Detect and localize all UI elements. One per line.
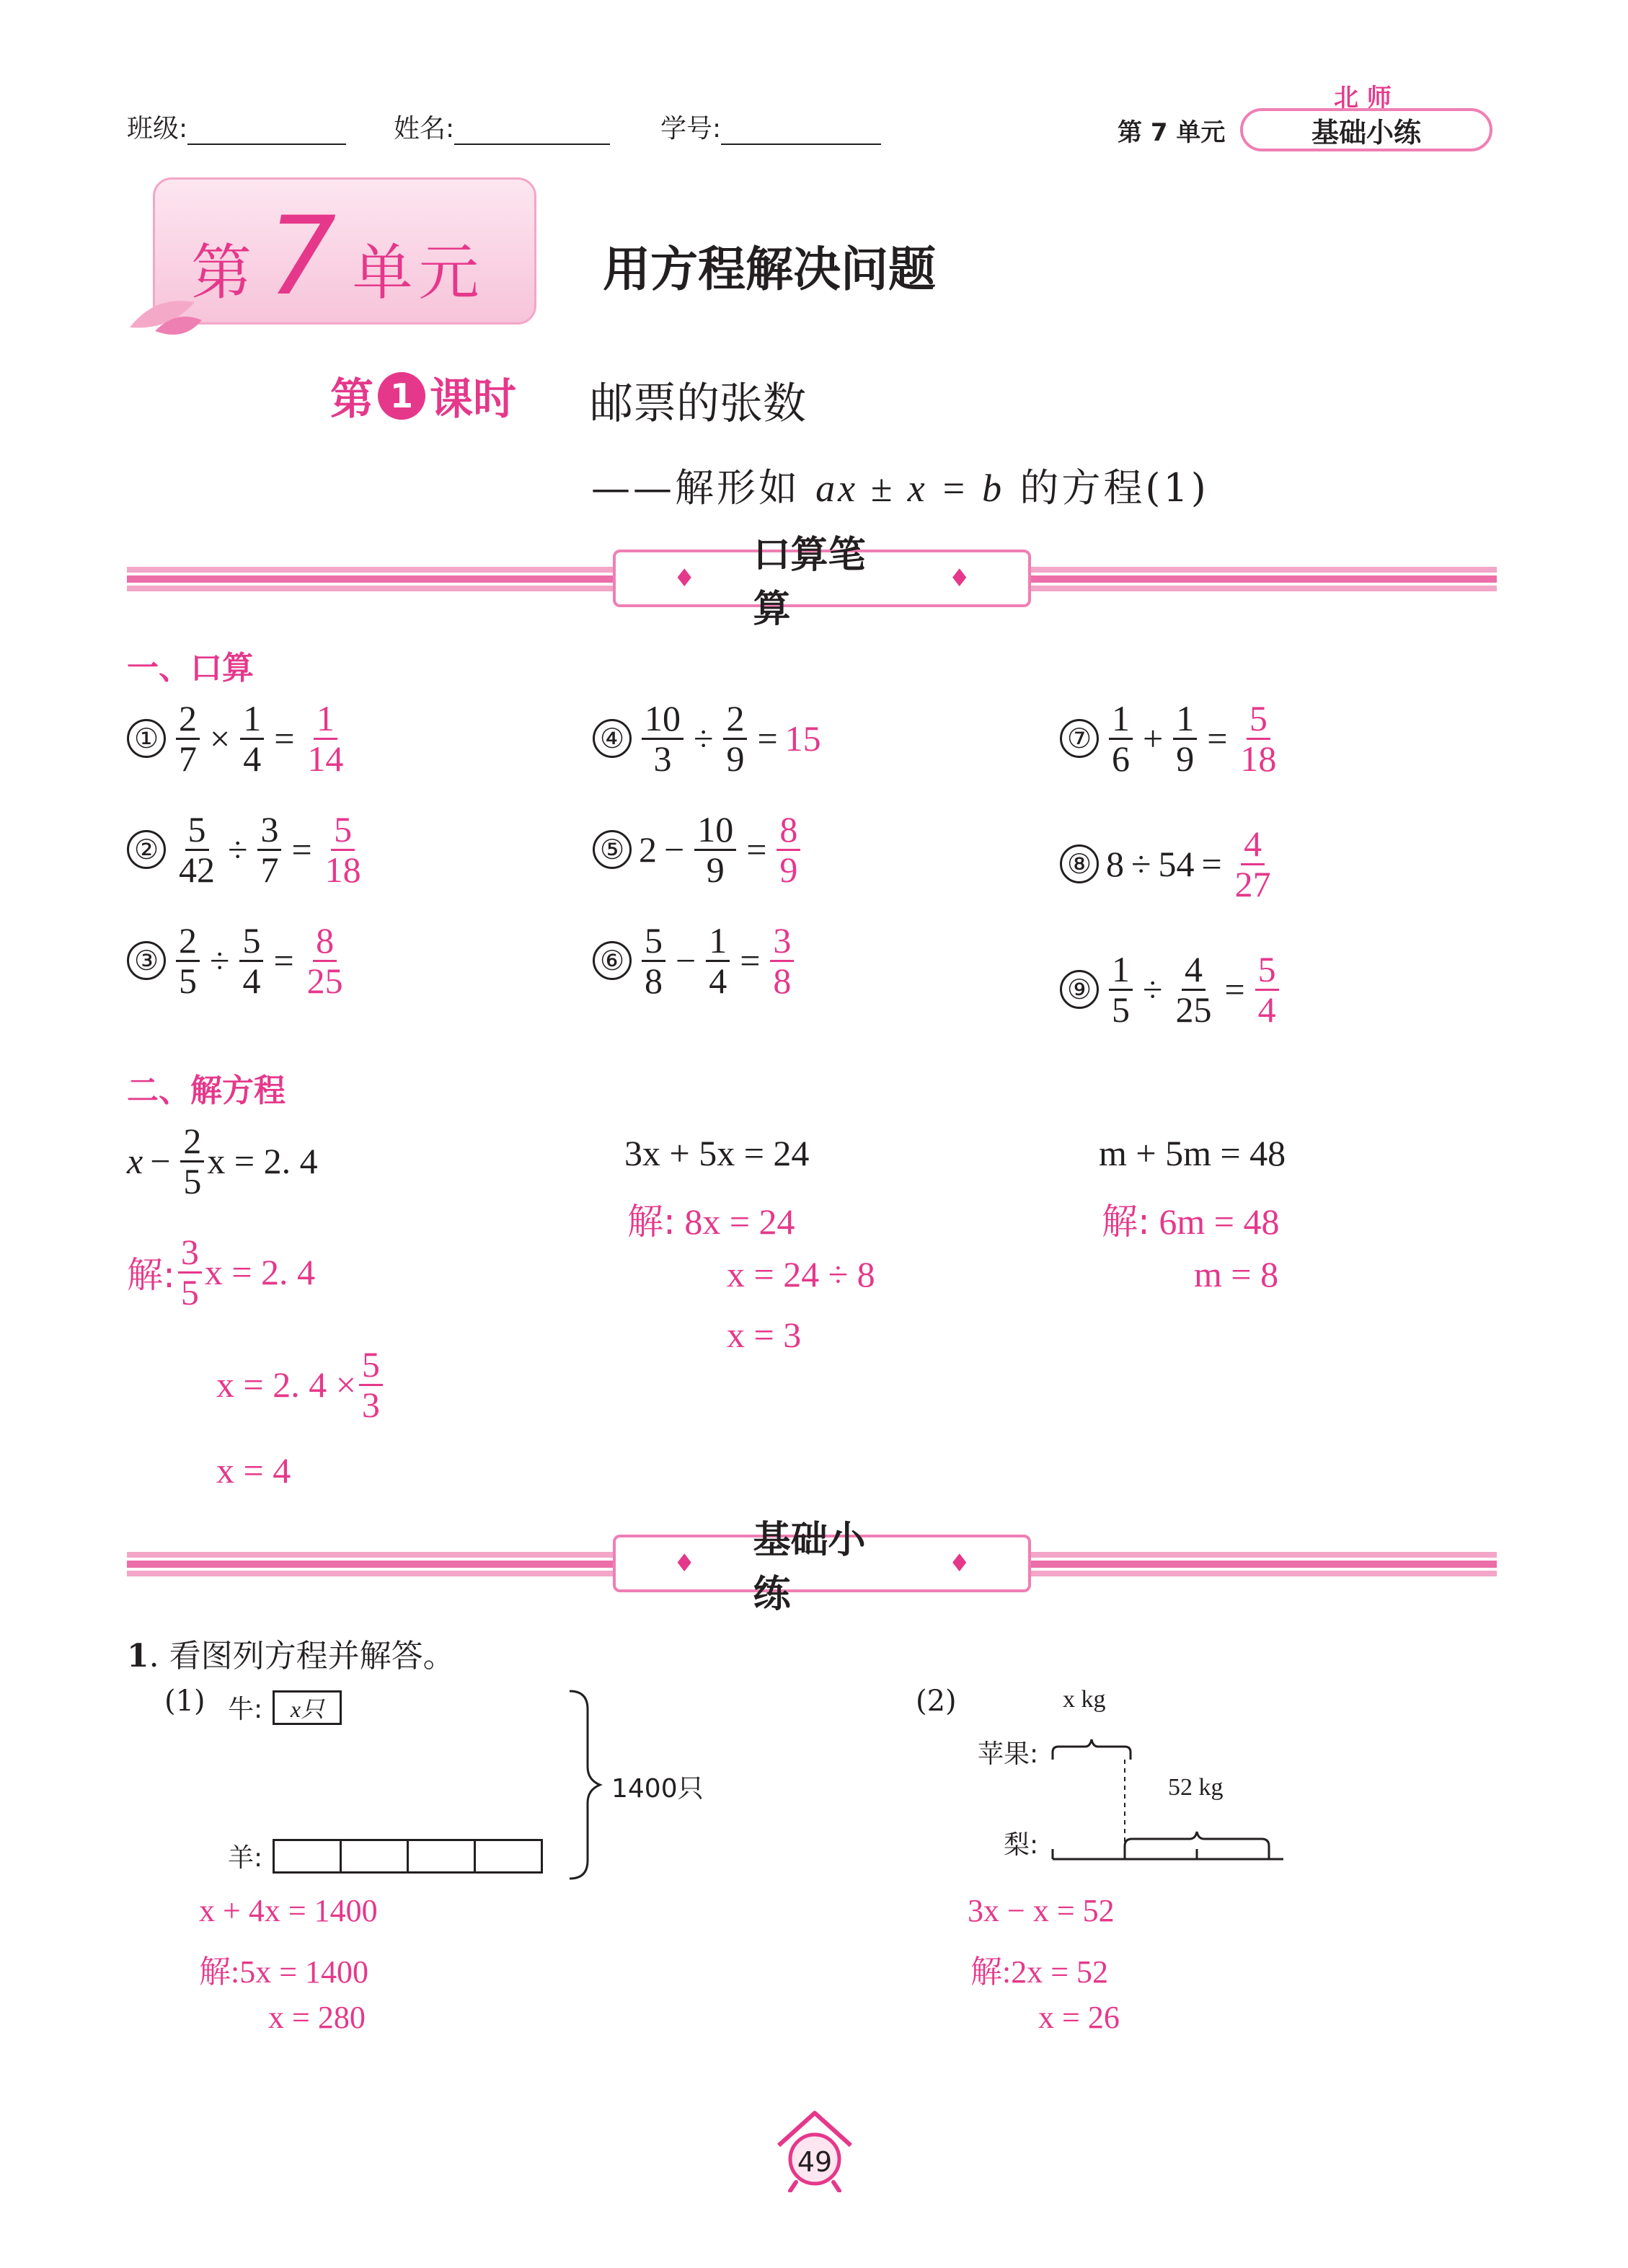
item-number: ③ [127, 941, 166, 980]
answer [770, 922, 794, 1000]
denominator: 5 [1112, 989, 1130, 1030]
item-number: ④ [593, 719, 632, 758]
equation-2: 3x + 5x = 24 [624, 1133, 810, 1173]
denominator: 8 [773, 960, 792, 1001]
total-brace-icon [562, 1687, 606, 1882]
answer [777, 811, 800, 888]
lesson-suffix: 课时 [430, 374, 516, 425]
equation-1-step-1 [127, 1233, 315, 1311]
step-text: 6m = 48 [1159, 1201, 1280, 1242]
diamond-icon: ♦ [673, 564, 696, 593]
denominator: 9 [779, 849, 798, 890]
part2-label-diagram: (2) [916, 1685, 957, 1718]
item-number: ② [127, 830, 166, 869]
name-field [394, 108, 610, 145]
p1-answer-1: x + 4x = 1400 [199, 1893, 378, 1928]
step-text: 8x = 24 [684, 1201, 795, 1242]
sheep-box [340, 1839, 409, 1874]
operator: ÷ [1131, 844, 1151, 884]
item-number: ⑨ [1060, 970, 1099, 1009]
total-label: 1400只 [611, 1774, 704, 1804]
unit-title: 用方程解决问题 [603, 242, 936, 297]
denominator: 27 [1234, 863, 1271, 904]
item-number: ① [127, 719, 166, 758]
equation-3-step-1 [1102, 1193, 1279, 1245]
section2-title: 基础小练 [753, 1519, 866, 1616]
denominator: 4 [243, 738, 262, 779]
diamond-icon: ♦ [948, 1549, 970, 1578]
operator: − [676, 940, 696, 981]
answer: 15 [784, 718, 821, 759]
operator: ÷ [228, 829, 248, 870]
solution-label: 解: [627, 1201, 676, 1243]
answer [1255, 950, 1279, 1028]
denominator: 5 [180, 1271, 199, 1312]
numerator: 1 [706, 922, 730, 962]
apple-pear-diagram [1045, 1716, 1283, 1861]
answer [304, 700, 346, 777]
solution-label: 解: [127, 1254, 175, 1296]
item-number: ⑥ [593, 941, 632, 980]
x-kg-label: x kg [1063, 1686, 1106, 1713]
section1-title: 口算笔算 [753, 534, 866, 631]
answer [304, 922, 346, 1000]
sheep-box [273, 1839, 342, 1874]
answer [1237, 700, 1279, 777]
subtitle-formula: ax ± x = b [815, 467, 1005, 510]
numerator: 1 [240, 700, 264, 740]
numerator: 2 [723, 700, 747, 740]
numerator: 3 [178, 1233, 202, 1274]
brand-top: 北 师 [1334, 84, 1392, 112]
item-number: ⑦ [1060, 719, 1099, 758]
unit-suffix: 单元 [352, 237, 485, 308]
operand: 2 [639, 829, 657, 870]
lesson-prefix: 第 [330, 374, 373, 425]
numerator: 4 [1182, 950, 1205, 991]
denominator: 18 [324, 849, 361, 890]
id-label: 学号: [660, 114, 722, 144]
section-banner-1 [613, 534, 1031, 631]
numerator: 10 [694, 811, 736, 851]
brand-badge [1240, 108, 1492, 151]
oral-item-9: ⑨ $\frac{1}{5}$ ÷ $\frac{4}{25}$ = $\frac{5}{4}$ [1060, 950, 1282, 1028]
operand: 54 [1158, 844, 1195, 884]
operand: 8 [1106, 844, 1124, 884]
equation-3: m + 5m = 48 [1099, 1133, 1286, 1173]
cow-label: 牛: [228, 1695, 263, 1724]
oral-item-2: ② $\frac{5}{42}$ ÷ $\frac{3}{7}$ = $\frac{5}{18}$ [127, 811, 367, 888]
denominator: 9 [1176, 738, 1195, 779]
p1-answer-2: 解:5x = 1400 [199, 1954, 369, 1990]
leaf-icon [126, 288, 205, 338]
lesson-subtitle [591, 457, 1209, 513]
numerator: 3 [257, 811, 281, 851]
lesson-title: 邮票的张数 [590, 379, 806, 429]
operator: − [664, 829, 685, 870]
numerator: 5 [331, 811, 355, 851]
step-text: x = 2. 4 × [216, 1364, 356, 1405]
lesson-tag [330, 365, 516, 427]
unit-prefix: 第 [191, 237, 252, 308]
denominator: 5 [183, 1160, 202, 1201]
numerator: 5 [1255, 950, 1279, 991]
subtitle-dash: ——解形如 [591, 465, 800, 511]
diamond-icon: ♦ [948, 564, 970, 593]
step-text: x = 2. 4 [204, 1252, 316, 1292]
operator: ÷ [210, 940, 230, 981]
numerator: 1 [314, 700, 337, 740]
item-number: ⑧ [1060, 844, 1099, 883]
p2-answer-2: 解:2x = 52 [970, 1954, 1109, 1990]
solution-label: 解: [1102, 1201, 1150, 1243]
denominator: 5 [179, 960, 197, 1001]
unit-title-badge [153, 177, 536, 325]
equation-1-step-2 [216, 1346, 386, 1424]
pear-label: 梨: [1004, 1830, 1039, 1860]
numerator: 8 [777, 811, 800, 851]
class-label: 班级: [127, 114, 188, 144]
numerator: 5 [239, 922, 263, 962]
denominator: 4 [709, 960, 727, 1001]
p2-answer-3: x = 26 [1038, 2000, 1120, 2035]
name-label: 姓名: [394, 114, 455, 144]
numerator: 5 [359, 1346, 383, 1386]
student-id-field [660, 108, 881, 145]
brand-main: 基础小练 [1311, 116, 1421, 149]
id-blank[interactable] [721, 119, 881, 145]
denominator: 3 [653, 738, 672, 779]
part1-label-diagram: (1) [164, 1685, 205, 1718]
sheep-boxes [275, 1839, 543, 1874]
numerator: 1 [1109, 700, 1133, 740]
page-number: 49 [797, 2146, 833, 2178]
numerator: 10 [642, 700, 684, 740]
numerator: 4 [1241, 825, 1265, 865]
exercise-number: 1 [127, 1638, 149, 1674]
denominator: 9 [726, 738, 745, 779]
oral-item-1: ① $\frac{2}{7}$ × $\frac{1}{4}$ = $\frac{1}{14}$ [127, 700, 349, 777]
denominator: 9 [706, 849, 725, 890]
operator: ÷ [1143, 969, 1163, 1010]
numerator: 8 [313, 922, 337, 962]
sheep-box [474, 1839, 543, 1874]
exercise-text: . 看图列方程并解答。 [149, 1638, 455, 1674]
operator: ÷ [694, 718, 714, 759]
apple-brace-icon [1053, 1739, 1131, 1760]
denominator: 8 [645, 960, 663, 1001]
oral-item-8: ⑧ 8 ÷ 54 = $\frac{4}{27}$ [1060, 825, 1277, 903]
denominator: 7 [179, 738, 197, 779]
operator: × [210, 718, 231, 759]
denominator: 7 [260, 849, 279, 890]
denominator: 42 [179, 849, 215, 890]
equation-2-step-3: x = 3 [727, 1315, 802, 1355]
numerator: 1 [1109, 950, 1133, 991]
answer [322, 811, 364, 888]
sheep-label: 羊: [228, 1843, 263, 1873]
unit-tag: 第 7 单元 [1118, 118, 1226, 147]
diff-label: 52 kg [1168, 1774, 1224, 1801]
item-number: ⑤ [593, 830, 632, 869]
numerator: 2 [180, 1122, 204, 1162]
section-banner-2 [613, 1519, 1031, 1616]
equation-1 [127, 1122, 318, 1200]
numerator: 5 [185, 811, 209, 851]
denominator: 25 [1175, 989, 1212, 1030]
name-blank[interactable] [454, 119, 610, 145]
numerator: 5 [642, 922, 665, 962]
class-blank[interactable] [187, 119, 346, 145]
numerator: 5 [1247, 700, 1270, 740]
variable: x [127, 1141, 143, 1181]
numerator: 3 [770, 922, 794, 962]
equation-2-step-2: x = 24 ÷ 8 [727, 1254, 875, 1294]
denominator: 6 [1112, 738, 1130, 779]
exercise-1-title [127, 1630, 455, 1676]
numerator: 2 [176, 922, 200, 962]
denominator: 14 [307, 738, 344, 779]
part1-label: 一、口算 [127, 650, 254, 687]
equation-2-step-1 [627, 1193, 795, 1245]
denominator: 4 [242, 960, 261, 1001]
oral-item-6: ⑥ $\frac{5}{8}$ − $\frac{1}{4}$ = $\frac{3}{8}$ [593, 922, 797, 1000]
diamond-icon: ♦ [673, 1549, 696, 1578]
cow-box-text: x只 [290, 1696, 324, 1722]
numerator: 1 [1173, 700, 1197, 740]
oral-item-4: ④ $\frac{10}{3}$ ÷ $\frac{2}{9}$ = 15 [593, 700, 821, 777]
class-field [127, 108, 346, 145]
oral-item-3: ③ $\frac{2}{5}$ ÷ $\frac{5}{4}$ = $\frac{8}{25}$ [127, 922, 349, 1000]
unit-number: 7 [267, 194, 337, 319]
operator: − [150, 1141, 171, 1181]
cow-box [273, 1690, 342, 1725]
sheep-box [407, 1839, 476, 1874]
oral-item-7: ⑦ $\frac{1}{6}$ + $\frac{1}{9}$ = $\frac{5}{18}$ [1060, 700, 1282, 777]
lesson-number: 1 [378, 372, 425, 420]
equation-1-step-3: x = 4 [216, 1450, 291, 1491]
p1-answer-3: x = 280 [268, 2000, 366, 2035]
operator: + [1143, 718, 1164, 759]
answer [1232, 825, 1274, 903]
subtitle-end: 的方程(1) [1019, 465, 1209, 511]
equation-3-step-2: m = 8 [1194, 1254, 1279, 1294]
oral-item-5: ⑤ 2 − $\frac{10}{9}$ = $\frac{8}{9}$ [593, 811, 803, 888]
p2-answer-1: 3x − x = 52 [968, 1893, 1115, 1928]
part2-label: 二、解方程 [127, 1072, 286, 1109]
denominator: 4 [1257, 989, 1276, 1030]
numerator: 2 [176, 700, 200, 740]
equation-rest: x = 2. 4 [207, 1141, 318, 1181]
denominator: 25 [306, 960, 343, 1001]
denominator: 3 [361, 1384, 380, 1425]
apple-label: 苹果: [978, 1739, 1039, 1769]
denominator: 18 [1240, 738, 1277, 779]
